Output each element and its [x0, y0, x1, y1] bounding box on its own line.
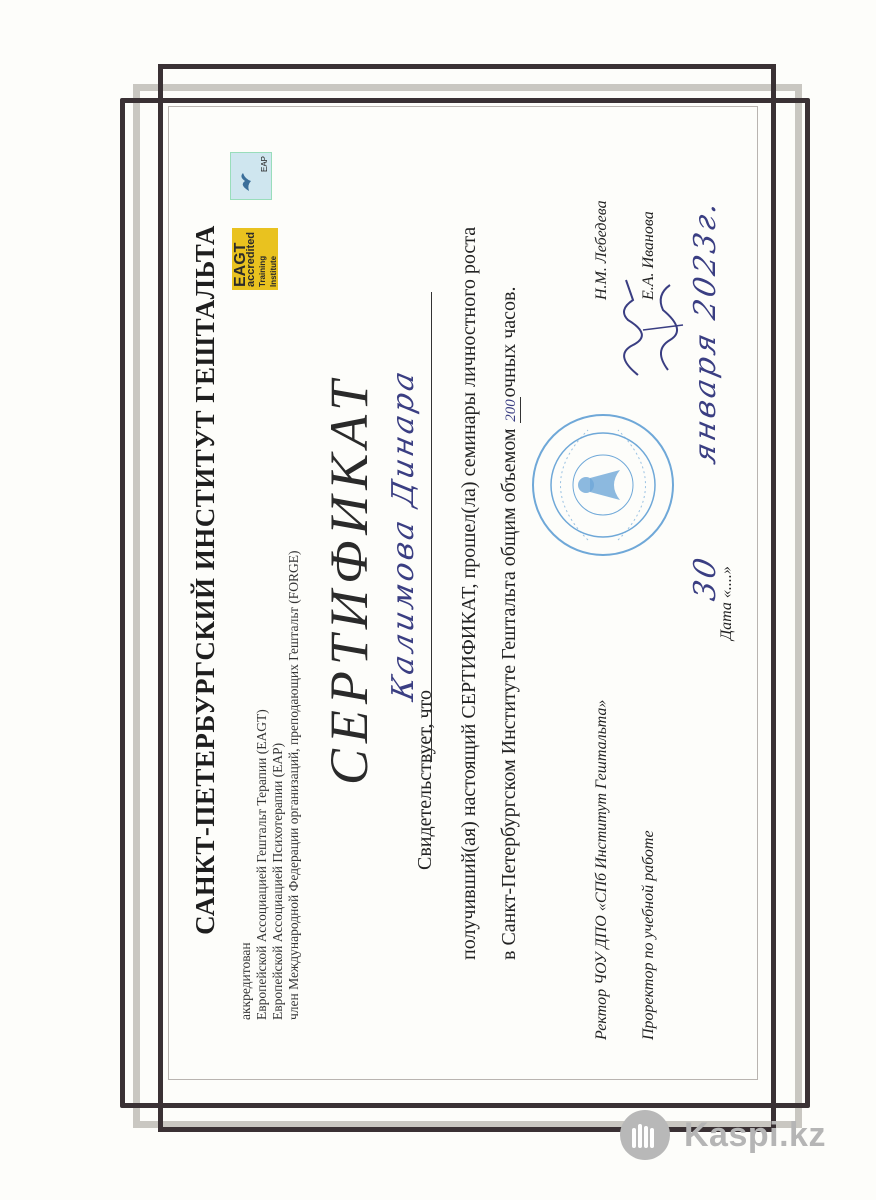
- signatures-handwritten: [608, 270, 688, 380]
- eap-logo: EAP: [230, 152, 272, 200]
- date-handwritten: 30 января 2023г.: [688, 195, 723, 604]
- accreditation-line: член Международной Федерации организаций, преподающих Гештальт (FORGE): [286, 550, 301, 1020]
- accreditation-line: Европейской Ассоциацией Гештальт Терапии (EAGT): [254, 709, 269, 1020]
- recipient-underline: [430, 292, 432, 762]
- accreditation-block: [238, 551, 302, 1021]
- bird-icon: [237, 171, 255, 193]
- watermark-text: Kaspi.kz: [684, 1115, 826, 1154]
- certificate-content: [118, 80, 758, 1080]
- kaspi-logo-icon: [620, 1110, 670, 1160]
- accreditation-line: аккредитован: [238, 942, 253, 1020]
- certificate-heading: СЕРТИФИКАТ: [319, 374, 379, 786]
- recipient-name-handwritten: Калимова Динара: [386, 365, 421, 704]
- attests-text: Свидетельствует, что: [414, 689, 436, 870]
- institute-title: САНКТ-ПЕТЕРБУРГСКИЙ ИНСТИТУТ ГЕШТАЛЬТА: [190, 225, 220, 935]
- certificate-body-line: получивший(ая) настоящий СЕРТИФИКАТ, прошел(ла) семинары личностного роста: [458, 226, 480, 960]
- certificate-body-line: в Санкт-Петербургском Институте Гештальта общим объемом 200очных часов.: [498, 286, 520, 960]
- prorector-name: Е.А. Иванова: [640, 211, 657, 300]
- hours-handwritten: 200: [503, 399, 519, 422]
- rector-name: Н.М. Лебедева: [593, 200, 610, 300]
- rector-label: Ректор ЧОУ ДПО «СПб Институт Гештальта»: [593, 699, 610, 1040]
- date-field: Дата «....»: [718, 566, 735, 640]
- accreditation-line: Европейской Ассоциацией Психотерапии (EAP): [270, 742, 285, 1020]
- kaspi-watermark: [620, 1110, 826, 1160]
- eagt-logo: EAGT accredited Training Institute: [232, 228, 278, 290]
- round-seal-stamp: [528, 410, 678, 560]
- prorector-label: Проректор по учебной работе: [640, 830, 657, 1040]
